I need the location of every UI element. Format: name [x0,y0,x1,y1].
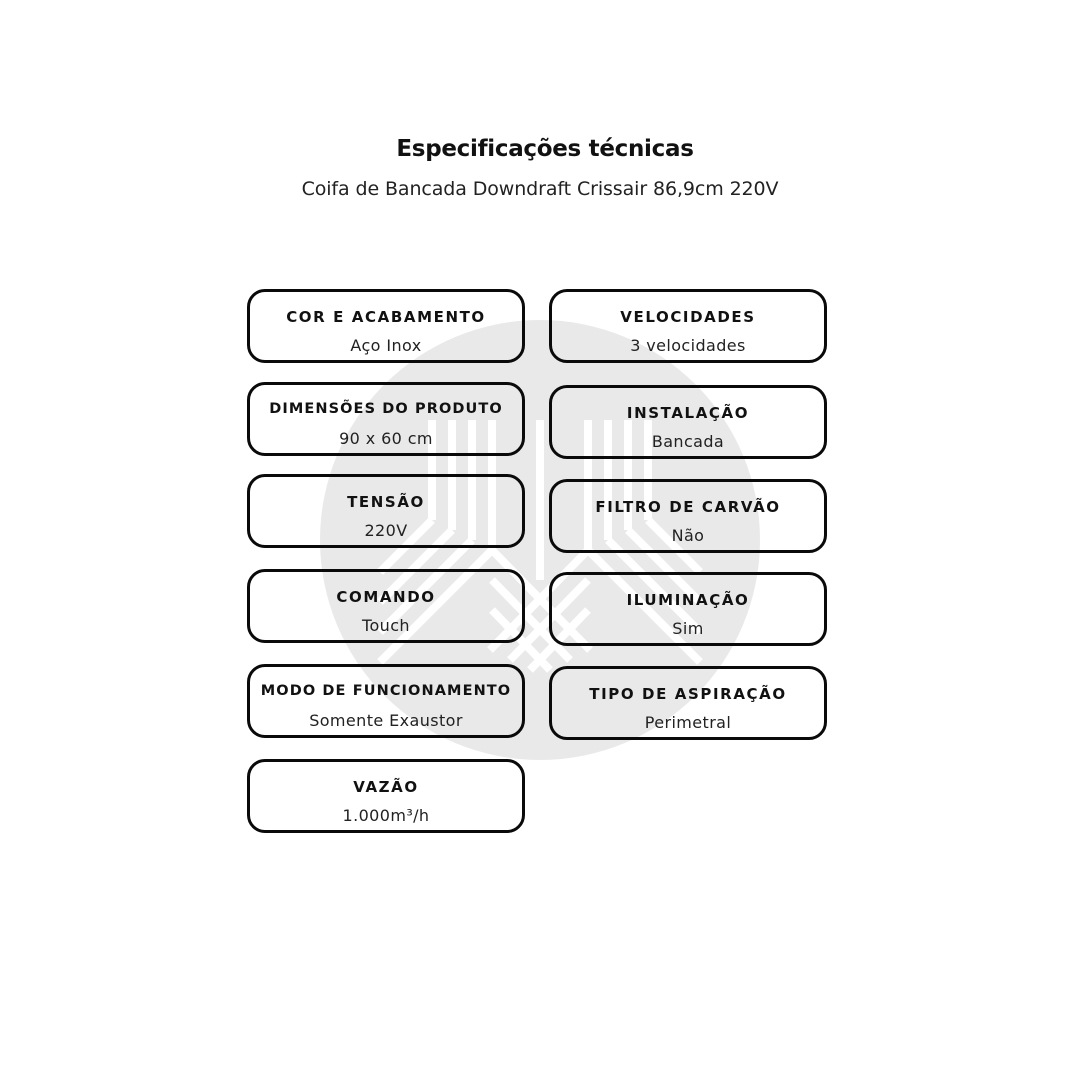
spec-card-comando [247,569,525,643]
spec-value: Não [671,526,705,545]
spec-value: Touch [362,616,410,635]
spec-value: Perimetral [644,713,732,732]
spec-label: COR E ACABAMENTO [286,308,486,326]
spec-label: COMANDO [336,588,436,606]
spec-card-vazao [247,759,525,833]
spec-value: 1.000m³/h [342,806,430,825]
spec-value: 3 velocidades [630,336,746,355]
spec-value: Sim [672,619,704,638]
spec-label: MODO DE FUNCIONAMENTO [260,683,512,699]
spec-card-instalacao [549,385,827,459]
spec-card-cor-acabamento [247,289,525,363]
spec-label: DIMENSÕES DO PRODUTO [269,401,503,417]
page-title: Especificações técnicas [396,136,694,162]
spec-card-tipo-aspiracao [549,666,827,740]
spec-label: INSTALAÇÃO [626,404,750,422]
spec-value: Aço Inox [350,336,422,355]
spec-label: ILUMINAÇÃO [626,591,750,609]
spec-card-dimensoes [247,382,525,456]
spec-value: Somente Exaustor [309,711,463,730]
spec-label: TIPO DE ASPIRAÇÃO [589,685,787,703]
spec-card-filtro-carvao [549,479,827,553]
spec-value: 220V [364,521,408,540]
spec-card-velocidades [549,289,827,363]
product-subtitle: Coifa de Bancada Downdraft Crissair 86,9cm 220V [301,178,779,200]
spec-label: FILTRO DE CARVÃO [595,498,781,516]
spec-label: TENSÃO [347,493,425,511]
spec-value: Bancada [651,432,725,451]
spec-card-modo-funcionamento [247,664,525,738]
spec-card-tensao [247,474,525,548]
spec-value: 90 x 60 cm [339,429,433,448]
spec-label: VELOCIDADES [620,308,756,326]
spec-label: VAZÃO [353,778,419,796]
spec-card-iluminacao [549,572,827,646]
